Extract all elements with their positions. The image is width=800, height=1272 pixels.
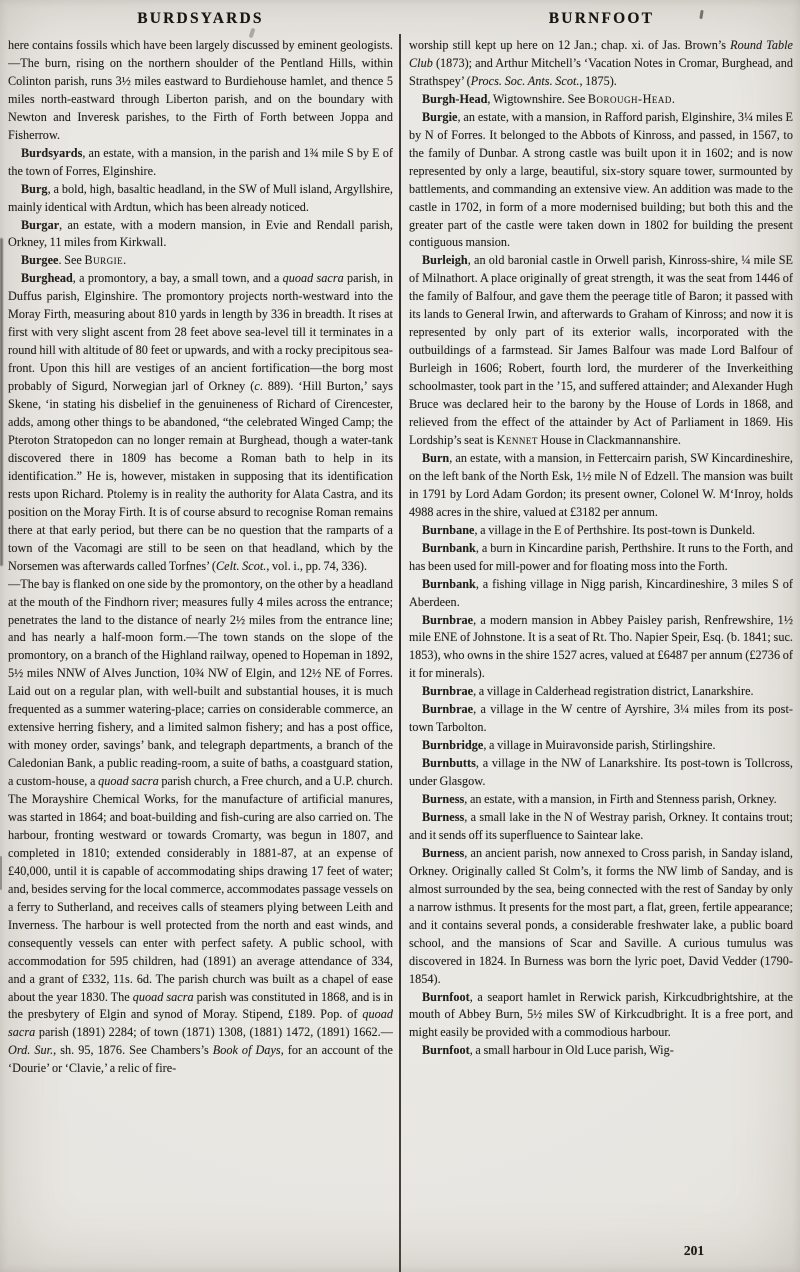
text-segment: Ord. Sur. xyxy=(8,1043,54,1058)
running-head-right: BURNFOOT xyxy=(548,10,655,27)
scan-edge-artifact xyxy=(0,238,3,566)
text-segment: worship still kept up here on 12 Jan.; chap. xi. of Jas. Brown’s xyxy=(409,38,731,52)
entry-name: Burg xyxy=(21,181,48,196)
text-segment: parish church, a Free church, and a U.P. church. The Morayshire Chemical Works, for the manufacture of artificial manures, was started in 1864; and boat-building and fish-curing are also carried on. The harbour, fronting westward or towards Cromarty, was begun in 1807, and completed in 1810; extended considerably in 1881-87, at an expense of £40,000, until it is capable of accommodating ships drawing 17 feet of water; and, besides serving for the local commerce, accommodates passage vessels on a ferry to Sutherland, and receives calls of steamers plying between Leith and Inverness. The harbour is well protected from the north and east winds, and consequently vessels can enter with perfect safety. A public school, with accommodation for 595 children, had (1891) an average attendance of 334, and a grant of £332, 11s. 6d. The parish church was built as a chapel of ease about the year 1830. The xyxy=(8,774,393,1004)
text-segment: , a fishing village in Nigg parish, Kincardineshire, 3 miles S of Aberdeen. xyxy=(409,576,793,609)
text-segment: , a bold, high, basaltic headland, in the SW of Mull island, Argyllshire, mainly identical with Ardtun, which has been already noticed. xyxy=(8,181,393,214)
entry-paragraph xyxy=(409,576,793,612)
text-segment: Procs. Soc. Ants. Scot. xyxy=(470,73,580,88)
entry-name: Burnbank xyxy=(422,540,476,555)
entry-name: Burnbane xyxy=(422,522,475,537)
text-segment: , a village in Calderhead registration district, Lanarkshire. xyxy=(473,684,754,699)
entry-paragraph xyxy=(409,450,793,522)
entry-paragraph xyxy=(409,612,793,684)
text-segment: , an estate, with a mansion, in Fettercairn parish, SW Kincardineshire, on the left bank of the North Esk, 1½ mile N of Edzell. The mansion was built in 1791 by Lord Adam Gordon; its present owner, Colonel W. M‘Inroy, holds 4988 acres in the shire, valued at £3182 per annum. xyxy=(409,450,793,519)
text-segment: , an old baronial castle in Orwell parish, Kinross-shire, ¼ mile SE of Milnathort. A place originally of great strength, it was the seat from 1446 of the family of Balfour, and gave them the peerage title of Baron; it passed with its lands to General Irwin, and afterwards to Graham of Kinross; and now it is represented by only part of its exterior walls, incorporated with the outbuildings of a farmstead. Sir James Balfour was made Lord Balfour of Burleigh in 1606; Robert, fourth lord, the murderer of the Inverkeithing schoolmaster, took part in the ’15, and suffered attainder; and Alexander Hugh Bruce was declared heir to the barony by the House of Lords in 1868, and relieved from the effect of the attainder by Act of Parliament in 1869. His Lordship’s seat is xyxy=(409,253,793,447)
text-segment: , an estate, with a mansion, in the parish and 1¾ mile S by E of the town of Forres, Elginshire. xyxy=(8,145,393,178)
entry-paragraph xyxy=(8,145,393,181)
entry-name: Burgee xyxy=(21,253,59,268)
text-segment: . xyxy=(671,91,675,106)
text-segment: , an estate, with a mansion, in Rafford parish, Elginshire, 3¼ miles E by N of Forres. It belonged to the Abbots of Kinross, and passed, in 1567, to the family of Dunbar. A strong castle was built upon it in 1602; and is now represented by only a large, beautiful, six-story square tower, surmounted by battlements, and commanding an extensive view. An addition was made to the castle in 1702, in form of a more modernised building; but both this and the greater part of the castle were taken down in 1802 for building the present contiguous mansion. xyxy=(409,109,793,250)
paragraph xyxy=(8,37,393,145)
entry-name: Burnfoot xyxy=(422,989,470,1004)
entry-paragraph xyxy=(409,540,793,576)
entry-name: Burnbrae xyxy=(422,612,474,627)
entry-name: Burnbank xyxy=(422,576,476,591)
column-rule xyxy=(399,34,401,1272)
entry-paragraph xyxy=(409,791,793,809)
text-segment: quoad sacra xyxy=(8,1007,393,1040)
text-segment: , a small harbour in Old Luce parish, Wig- xyxy=(469,1043,674,1058)
text-column-left xyxy=(8,37,393,1272)
text-segment: Book of Days xyxy=(212,1043,281,1058)
entry-name: Burleigh xyxy=(422,253,468,268)
text-segment: parish was constituted in 1868, and is in the presbytery of Elgin and synod of Moray. Stipend, £189. Pop. of xyxy=(8,989,393,1022)
scan-edge-artifact xyxy=(0,856,2,890)
entry-name: Burness xyxy=(422,792,465,807)
text-segment: , for an account of the ‘Dourie’ or ‘Clavie,’ a relic of fire- xyxy=(8,1043,393,1076)
entry-paragraph xyxy=(8,270,393,575)
text-segment: here contains fossils which have been largely discussed by eminent geologists.—The burn, rising on the northern shoulder of the Pentland Hills, within Colinton parish, runs 3½ miles eastward to Burdiehouse hamlet, and thence 5 miles north-eastward through Liberton parish, and on the boundary with Newton and Inveresk parishes, to the Firth of Forth between Joppa and Fisherrow. xyxy=(8,38,393,142)
text-segment: Burgie xyxy=(84,253,124,268)
running-head-left: BURDSYARDS xyxy=(137,10,264,27)
text-segment: parish, in Duffus parish, Elginshire. The promontory projects north-westward into the Moray Firth, measuring about 810 yards in length by 336 in breadth. It rises at first with very slight ascent from 28 feet above sea-level till it terminates in a round hill with altitude of 80 feet or upwards, and with a rocky precipitous sea-front. Upon this hill are vestiges of an ancient fortification—the borg most probably of Sigurd, Norwegian jarl of Orkney ( xyxy=(8,271,393,394)
text-segment: Celt. Scot. xyxy=(215,558,267,573)
text-segment: House in Clackmannanshire. xyxy=(537,432,682,447)
entry-name: Burgh-Head xyxy=(422,91,488,106)
text-segment: , sh. 95, 1876. See Chambers’s xyxy=(53,1043,213,1058)
text-segment: , 1875). xyxy=(579,73,617,88)
text-column-right xyxy=(409,37,793,1272)
entry-paragraph xyxy=(409,91,793,109)
entry-paragraph xyxy=(409,989,793,1043)
text-segment: c xyxy=(254,379,260,394)
entry-name: Burnbrae xyxy=(422,702,474,717)
entry-name: Burness xyxy=(422,809,465,824)
entry-name: Burdsyards xyxy=(21,145,83,160)
entry-paragraph xyxy=(409,737,793,755)
text-segment: . See xyxy=(58,253,85,268)
entry-name: Burnfoot xyxy=(422,1043,470,1058)
text-segment: , an ancient parish, now annexed to Cross parish, in Sanday island, Orkney. Originally called St Colm’s, it forms the NW limb of Sanday, and is almost surrounded by the sea, being connected with the rest of Sanday by only a narrow isthmus. It presents for the most part, a flat, green, fertile appearance; and it contains several ponds, a considerable freshwater lake, a public board school, and the mansions of Scar and Saville. A curious tumulus was discovered in 1824. In Burness was born the lyric poet, David Vedder (1790-1854). xyxy=(409,845,793,986)
entry-paragraph xyxy=(8,181,393,217)
text-segment: . 889). ‘Hill Burton,’ says Skene, ‘in stating his disbelief in the genuineness of Richard of Cirencester, adds, among other things to be abandoned, “the celebrated Winged Camp; the Pteroton Stratopedon can no longer remain at Burghead, though a water-tank discovered there in 1809 has become a Roman bath to help in its identification.” He is, however, mistaken in supposing that its identification rests upon Richard. Ptolemy is in reality the authority for Alata Castra, and its position on the Moray Firth. It is of course absurd to recognise Roman remains there at that early period, but there can be no question that the ramparts of a town of the Vacomagi are still to be seen on that headland, which by the Norsemen was afterwards called Torfnes’ ( xyxy=(8,379,393,573)
page-number: 201 xyxy=(683,1243,705,1258)
text-segment: , a seaport hamlet in Rerwick parish, Kirkcudbrightshire, at the mouth of Abbey Burn, 5½ miles SW of Kirkcudbright. It is a free port, and might easily be provided with a commodious harbour. xyxy=(409,989,793,1040)
entry-paragraph xyxy=(8,217,393,253)
text-segment: Round Table Club xyxy=(409,38,793,70)
entry-name: Burghead xyxy=(21,271,73,286)
text-segment: parish (1891) 2284; of town (1871) 1308, (1881) 1472, (1891) 1662.— xyxy=(35,1025,393,1040)
text-segment: (1873); and Arthur Mitchell’s ‘Vacation Notes in Cromar, Burghead, and Strathspey’ ( xyxy=(409,55,793,88)
entry-name: Burnbutts xyxy=(422,756,476,771)
entry-name: Burgar xyxy=(21,217,60,232)
text-segment: . xyxy=(123,253,127,268)
text-segment: , a promontory, a bay, a small town, and a xyxy=(72,271,283,286)
text-segment: Borough-Head xyxy=(587,91,672,106)
text-segment: , a village in Muiravonside parish, Stirlingshire. xyxy=(483,738,716,753)
entry-paragraph xyxy=(8,252,393,270)
text-segment: , an estate, with a mansion, in Firth and Stenness parish, Orkney. xyxy=(464,792,777,807)
entry-paragraph xyxy=(409,522,793,540)
text-segment: quoad sacra xyxy=(132,989,194,1004)
text-segment: , a village in the NW of Lanarkshire. Its post-town is Tollcross, under Glasgow. xyxy=(409,756,793,789)
text-segment: , vol. i., pp. 74, 336). xyxy=(266,558,368,573)
text-segment: , a village in the W centre of Ayrshire, 3¼ miles from its post-town Tarbolton. xyxy=(409,702,793,735)
entry-paragraph xyxy=(409,252,793,449)
entry-name: Burn xyxy=(422,450,450,465)
entry-name: Burnbrae xyxy=(422,684,474,699)
text-segment: , an estate, with a modern mansion, in Evie and Rendall parish, Orkney, 11 miles from Kirkwall. xyxy=(8,217,393,250)
entry-paragraph xyxy=(409,1042,793,1060)
entry-paragraph xyxy=(409,683,793,701)
paragraph xyxy=(409,37,793,91)
entry-name: Burnbridge xyxy=(422,738,484,753)
entry-name: Burness xyxy=(422,845,465,860)
entry-paragraph xyxy=(409,845,793,989)
paragraph xyxy=(8,576,393,1079)
text-segment: Kennet xyxy=(496,432,538,447)
entry-paragraph xyxy=(409,755,793,791)
text-segment: , a burn in Kincardine parish, Perthshire. It runs to the Forth, and has been used for mill-power and for floating moss into the Forth. xyxy=(409,540,793,573)
text-segment: —The bay is flanked on one side by the promontory, on the other by a headland at the mouth of the Findhorn river; measures fully 4 miles across the entrance; penetrates the land to the distance of nearly 2½ miles from the entrance line; and has nearly a half-moon form.—The town stands on the slope of the promontory, on a branch of the Highland railway, opened to Hopeman in 1892, 5½ miles NNW of Alves Junction, 10¾ NW of Elgin, and 12½ NE of Forres. Laid out on a regular plan, with well-built and substantial houses, it is much frequented as a summer watering-place; carries on considerable commerce, an extensive herring fishery, and a limited salmon fishery; and has a post office, with money order, savings’ bank, and telegraph departments, a branch of the Caledonian Bank, a public reading-room, a suite of baths, a coastguard station, a custom-house, a xyxy=(8,576,393,789)
entry-name: Burgie xyxy=(422,109,458,124)
text-segment: quoad sacra xyxy=(282,271,344,286)
entry-paragraph xyxy=(409,809,793,845)
text-segment: quoad sacra xyxy=(98,774,159,789)
text-segment: , a village in the E of Perthshire. Its post-town is Dunkeld. xyxy=(474,522,756,537)
text-segment: , a small lake in the N of Westray parish, Orkney. It contains trout; and it sends off its superfluence to Saintear lake. xyxy=(409,809,793,842)
text-segment: , a modern mansion in Abbey Paisley parish, Renfrewshire, 1½ mile ENE of Johnstone. It is a seat of Rt. Tho. Napier Speir, Esq. (b. 1841; suc. 1853), who owns in the shire 1527 acres, valued at £6487 per annum (£2736 of it for minerals). xyxy=(409,612,793,681)
text-segment: , Wigtownshire. See xyxy=(487,91,588,106)
entry-paragraph xyxy=(409,701,793,737)
entry-paragraph xyxy=(409,109,793,253)
